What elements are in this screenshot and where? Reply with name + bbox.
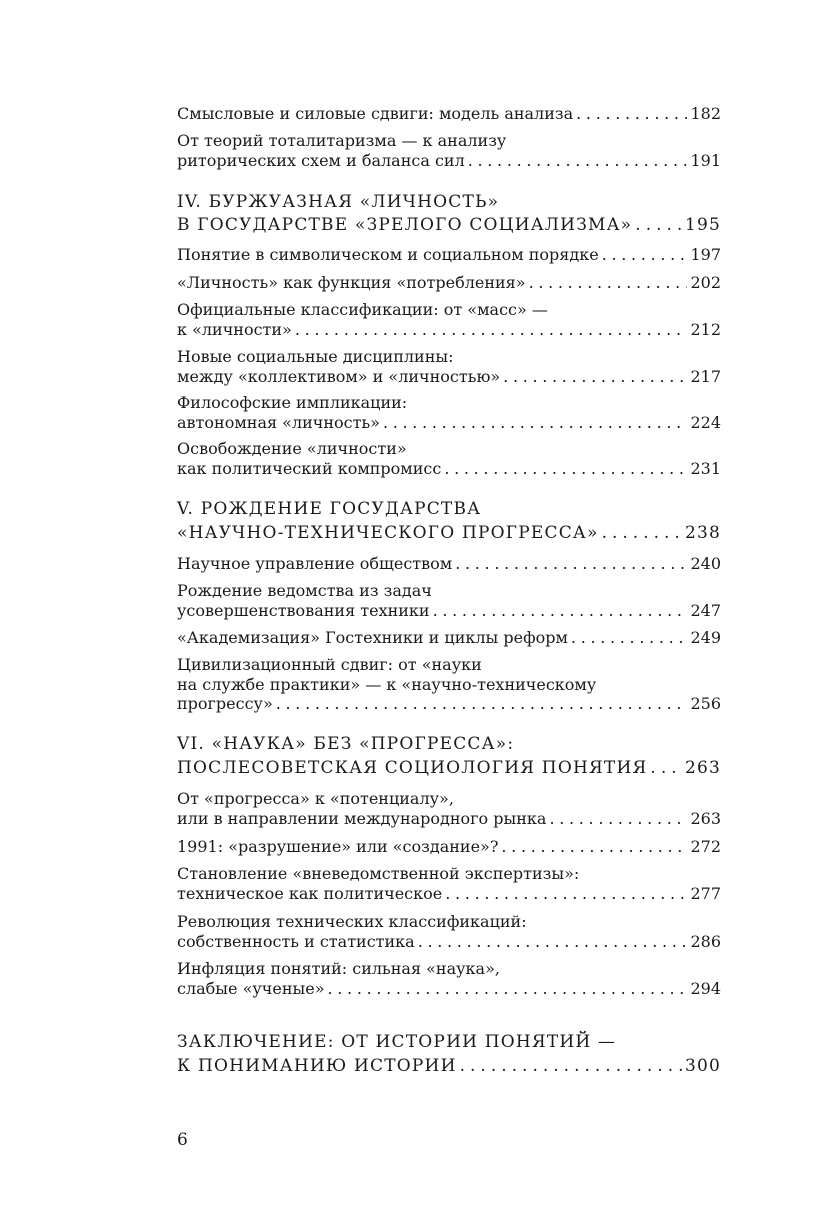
toc-entry-title: «Личность» как функция «потребления» [177, 273, 526, 292]
leader-dots [468, 150, 688, 172]
toc-page-number: 224 [690, 413, 721, 432]
toc-entry-title: Становление «вневедомственной экспертизы»: [177, 864, 580, 883]
toc-page-number: 238 [684, 523, 721, 543]
toc-page-number: 272 [690, 837, 721, 856]
chapter-entry [177, 1054, 721, 1078]
toc-entry [177, 600, 721, 622]
toc-entry-title: Революция технических классификаций: [177, 912, 527, 931]
toc-entry-title: От «прогресса» к «потенциалу», [177, 789, 454, 808]
leader-dots [503, 366, 687, 388]
toc-entry-title: собственность и статистика [177, 932, 415, 951]
toc-page-number: 277 [690, 884, 721, 903]
toc-entry-title: усовершенствования техники [177, 601, 430, 620]
toc-entry-title: 1991: «разрушение» или «создание»? [177, 837, 499, 856]
leader-dots [455, 553, 687, 575]
leader-dots [602, 244, 688, 266]
toc-entry-title: слабые «ученые» [177, 979, 325, 998]
leader-dots [433, 600, 688, 622]
toc-entry-title: риторических схем и баланса сил [177, 151, 465, 170]
chapter-title: ПОСЛЕСОВЕТСКАЯ СОЦИОЛОГИЯ ПОНЯТИЯ [177, 758, 648, 778]
toc-entry [177, 627, 721, 649]
leader-dots [418, 931, 688, 953]
leader-dots [276, 693, 688, 715]
toc-page-number: 191 [690, 151, 721, 170]
toc-entry-title: или в направлении международного рынка [177, 809, 547, 828]
leader-dots [571, 627, 688, 649]
chapter-title: VI. «НАУКА» БЕЗ «ПРОГРЕССА»: [177, 734, 515, 754]
leader-dots [501, 836, 687, 858]
toc-entry [177, 553, 721, 575]
chapter-entry [177, 521, 721, 545]
toc-entry [177, 412, 721, 434]
chapter-title: ЗАКЛЮЧЕНИЕ: ОТ ИСТОРИИ ПОНЯТИЙ — [177, 1032, 617, 1052]
toc-entry-title: прогрессу» [177, 694, 273, 713]
toc-entry [177, 244, 721, 266]
toc-entry [177, 808, 721, 830]
toc-page-number: 197 [690, 245, 721, 264]
chapter-title: IV. БУРЖУАЗНАЯ «ЛИЧНОСТЬ» [177, 192, 500, 212]
toc-page-number: 263 [684, 758, 721, 778]
leader-dots [295, 319, 688, 341]
toc-entry [177, 458, 721, 480]
toc-entry-title: между «коллективом» и «личностью» [177, 367, 501, 386]
chapter-entry [177, 756, 721, 780]
chapter-title: К ПОНИМАНИЮ ИСТОРИИ [177, 1056, 457, 1076]
toc-entry-title: как политический компромисс [177, 459, 442, 478]
leader-dots [549, 808, 687, 830]
chapter-title: В ГОСУДАРСТВЕ «ЗРЕЛОГО СОЦИАЛИЗМА» [177, 215, 633, 235]
toc-entry-title: на службе практики» — к «научно-техническому [177, 675, 597, 694]
toc-entry-title: Цивилизационный сдвиг: от «науки [177, 655, 482, 674]
leader-dots [328, 978, 688, 1000]
toc-entry-title: Смысловые и силовые сдвиги: модель анализа [177, 104, 574, 123]
toc-page-number: 212 [690, 320, 721, 339]
toc-entry [177, 978, 721, 1000]
leader-dots [602, 521, 682, 545]
toc-entry-title: Новые социальные дисциплины: [177, 347, 454, 366]
chapter-title: V. РОЖДЕНИЕ ГОСУДАРСТВА [177, 499, 482, 519]
leader-dots [576, 103, 687, 125]
toc-entry-title: «Академизация» Гостехники и циклы реформ [177, 628, 568, 647]
leader-dots [444, 458, 687, 480]
toc-entry-title: Инфляция понятий: сильная «наука», [177, 959, 500, 978]
toc-page-number: 263 [690, 809, 721, 828]
toc-entry-title: автономная «личность» [177, 413, 380, 432]
chapter-entry [177, 213, 721, 237]
toc-entry-title: Рождение ведомства из задач [177, 581, 432, 600]
toc-entry [177, 883, 721, 905]
toc-entry-title: Философские импликации: [177, 393, 408, 412]
toc-entry [177, 836, 721, 858]
toc-page-number: 294 [690, 979, 721, 998]
leader-dots [635, 213, 682, 237]
toc-entry-title: к «личности» [177, 320, 292, 339]
toc-entry-title: Официальные классификации: от «масс» — [177, 300, 548, 319]
toc-entry-title: От теорий тоталитаризма — к анализу [177, 131, 507, 150]
toc-entry-title: Освобождение «личности» [177, 439, 407, 458]
toc-page-number: 195 [684, 215, 721, 235]
chapter-title: «НАУЧНО-ТЕХНИЧЕСКОГО ПРОГРЕССА» [177, 523, 599, 543]
toc-page-number: 247 [690, 601, 721, 620]
toc-entry [177, 693, 721, 715]
toc-entry-title: Научное управление обществом [177, 554, 453, 573]
leader-dots [383, 412, 687, 434]
toc-page-number: 231 [690, 459, 721, 478]
toc-page-number: 217 [690, 367, 721, 386]
toc-entry [177, 150, 721, 172]
toc-entry [177, 272, 721, 294]
leader-dots [445, 883, 687, 905]
page-number: 6 [177, 1130, 188, 1150]
leader-dots [460, 1054, 682, 1078]
toc-entry-title: Понятие в символическом и социальном порядке [177, 245, 599, 264]
toc-page-number: 182 [690, 104, 721, 123]
toc-page-number: 300 [684, 1056, 721, 1076]
toc-page-number: 202 [690, 273, 721, 292]
leader-dots [650, 756, 682, 780]
toc-entry [177, 366, 721, 388]
toc-entry [177, 319, 721, 341]
toc-entry-title: техническое как политическое [177, 884, 443, 903]
toc-page-number: 256 [690, 694, 721, 713]
toc-page-number: 249 [690, 628, 721, 647]
toc-page-number: 240 [690, 554, 721, 573]
leader-dots [529, 272, 688, 294]
toc-entry [177, 931, 721, 953]
toc-page-number: 286 [690, 932, 721, 951]
toc-entry [177, 103, 721, 125]
